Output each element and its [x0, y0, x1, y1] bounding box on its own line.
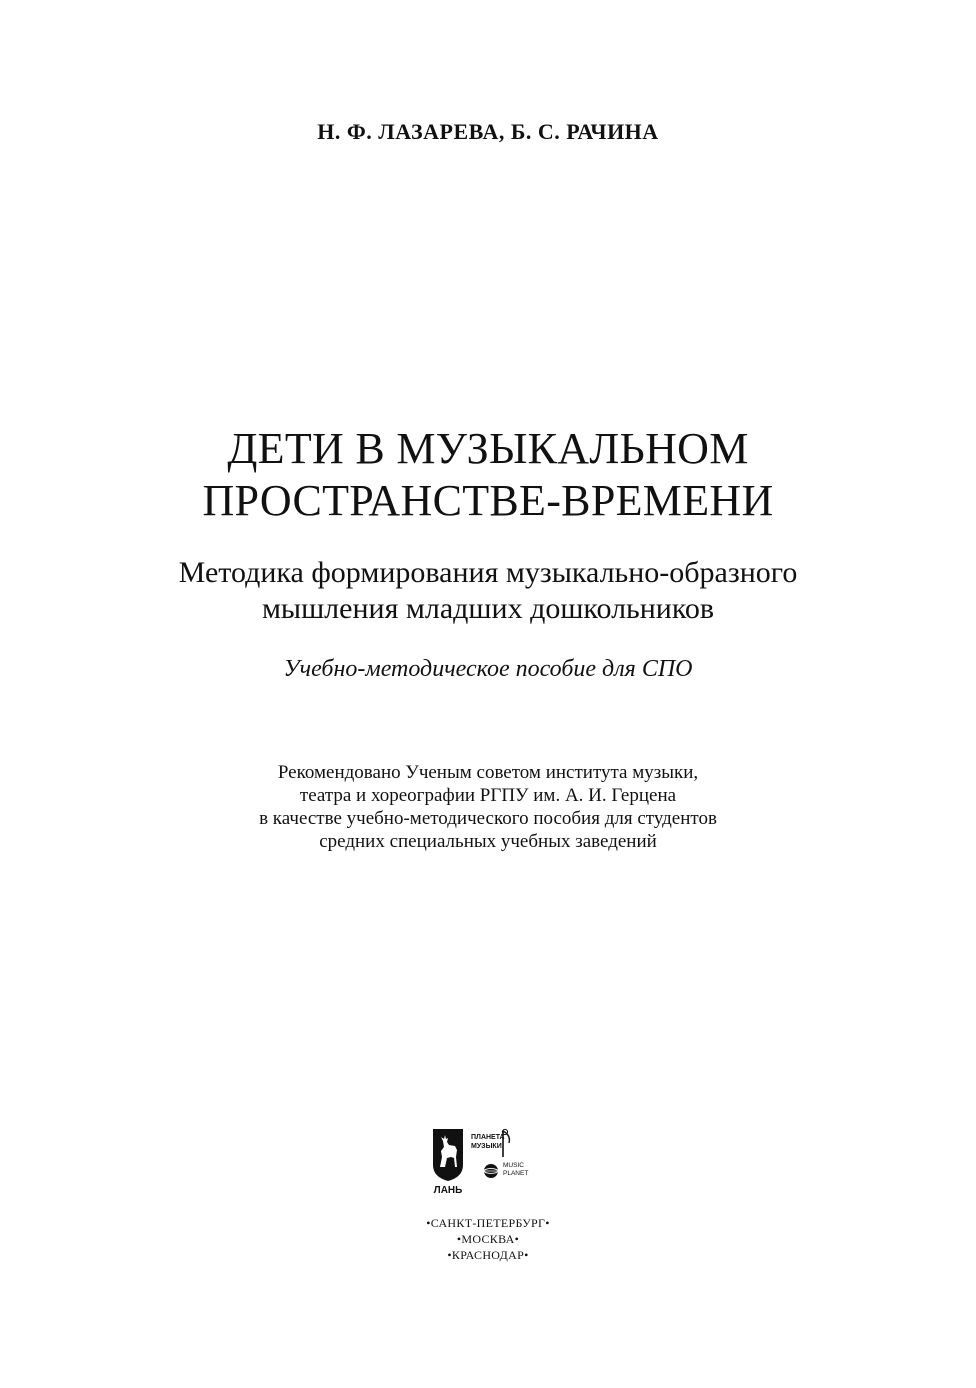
music-note-icon — [502, 1129, 509, 1157]
lan-wordmark: ЛАНЬ — [433, 1185, 463, 1196]
recommendation-line-1: Рекомендовано Ученым советом института музыки, — [277, 762, 699, 783]
authors: Н. Ф. ЛАЗАРЕВА, Б. С. РАЧИНА — [317, 119, 659, 144]
globe-icon — [484, 1164, 498, 1178]
book-subtitle-line-2: мышления младших дошкольников — [261, 592, 715, 625]
publisher-cities — [0, 1215, 976, 1263]
city-line-1: •САНКТ-ПЕТЕРБУРГ• — [426, 1216, 550, 1230]
book-subtitle-line-1: Методика формирования музыкально-образного — [178, 556, 798, 589]
book-title-line-1: ДЕТИ В МУЗЫКАЛЬНОМ — [227, 424, 749, 473]
publisher-logo-graphic — [431, 1127, 535, 1197]
planeta-line-2: МУЗЫКИ — [471, 1143, 502, 1150]
lan-deer-icon — [433, 1129, 463, 1181]
planeta-line-1: ПЛАНЕТА — [471, 1134, 505, 1141]
book-title — [0, 423, 976, 527]
publisher-logo — [431, 1127, 535, 1197]
music-line-1: MUSIC — [503, 1162, 524, 1169]
recommendation-line-2: театра и хореографии РГПУ им. А. И. Герцена — [299, 785, 677, 806]
recommendation-line-4: средних специальных учебных заведений — [319, 831, 657, 852]
book-title-line-2: ПРОСТРАНСТВЕ-ВРЕМЕНИ — [202, 476, 774, 525]
city-line-2: •МОСКВА• — [456, 1232, 520, 1246]
recommendation-note — [0, 761, 976, 853]
recommendation-line-3: в качестве учебно-методического пособия для студентов — [259, 808, 717, 829]
music-line-2: PLANET — [503, 1170, 529, 1177]
city-line-3: •КРАСНОДАР• — [447, 1248, 529, 1262]
book-subtitle — [0, 555, 976, 627]
edition-type: Учебно-методическое пособие для СПО — [283, 656, 693, 682]
planeta-muzyki-mark — [471, 1129, 528, 1178]
